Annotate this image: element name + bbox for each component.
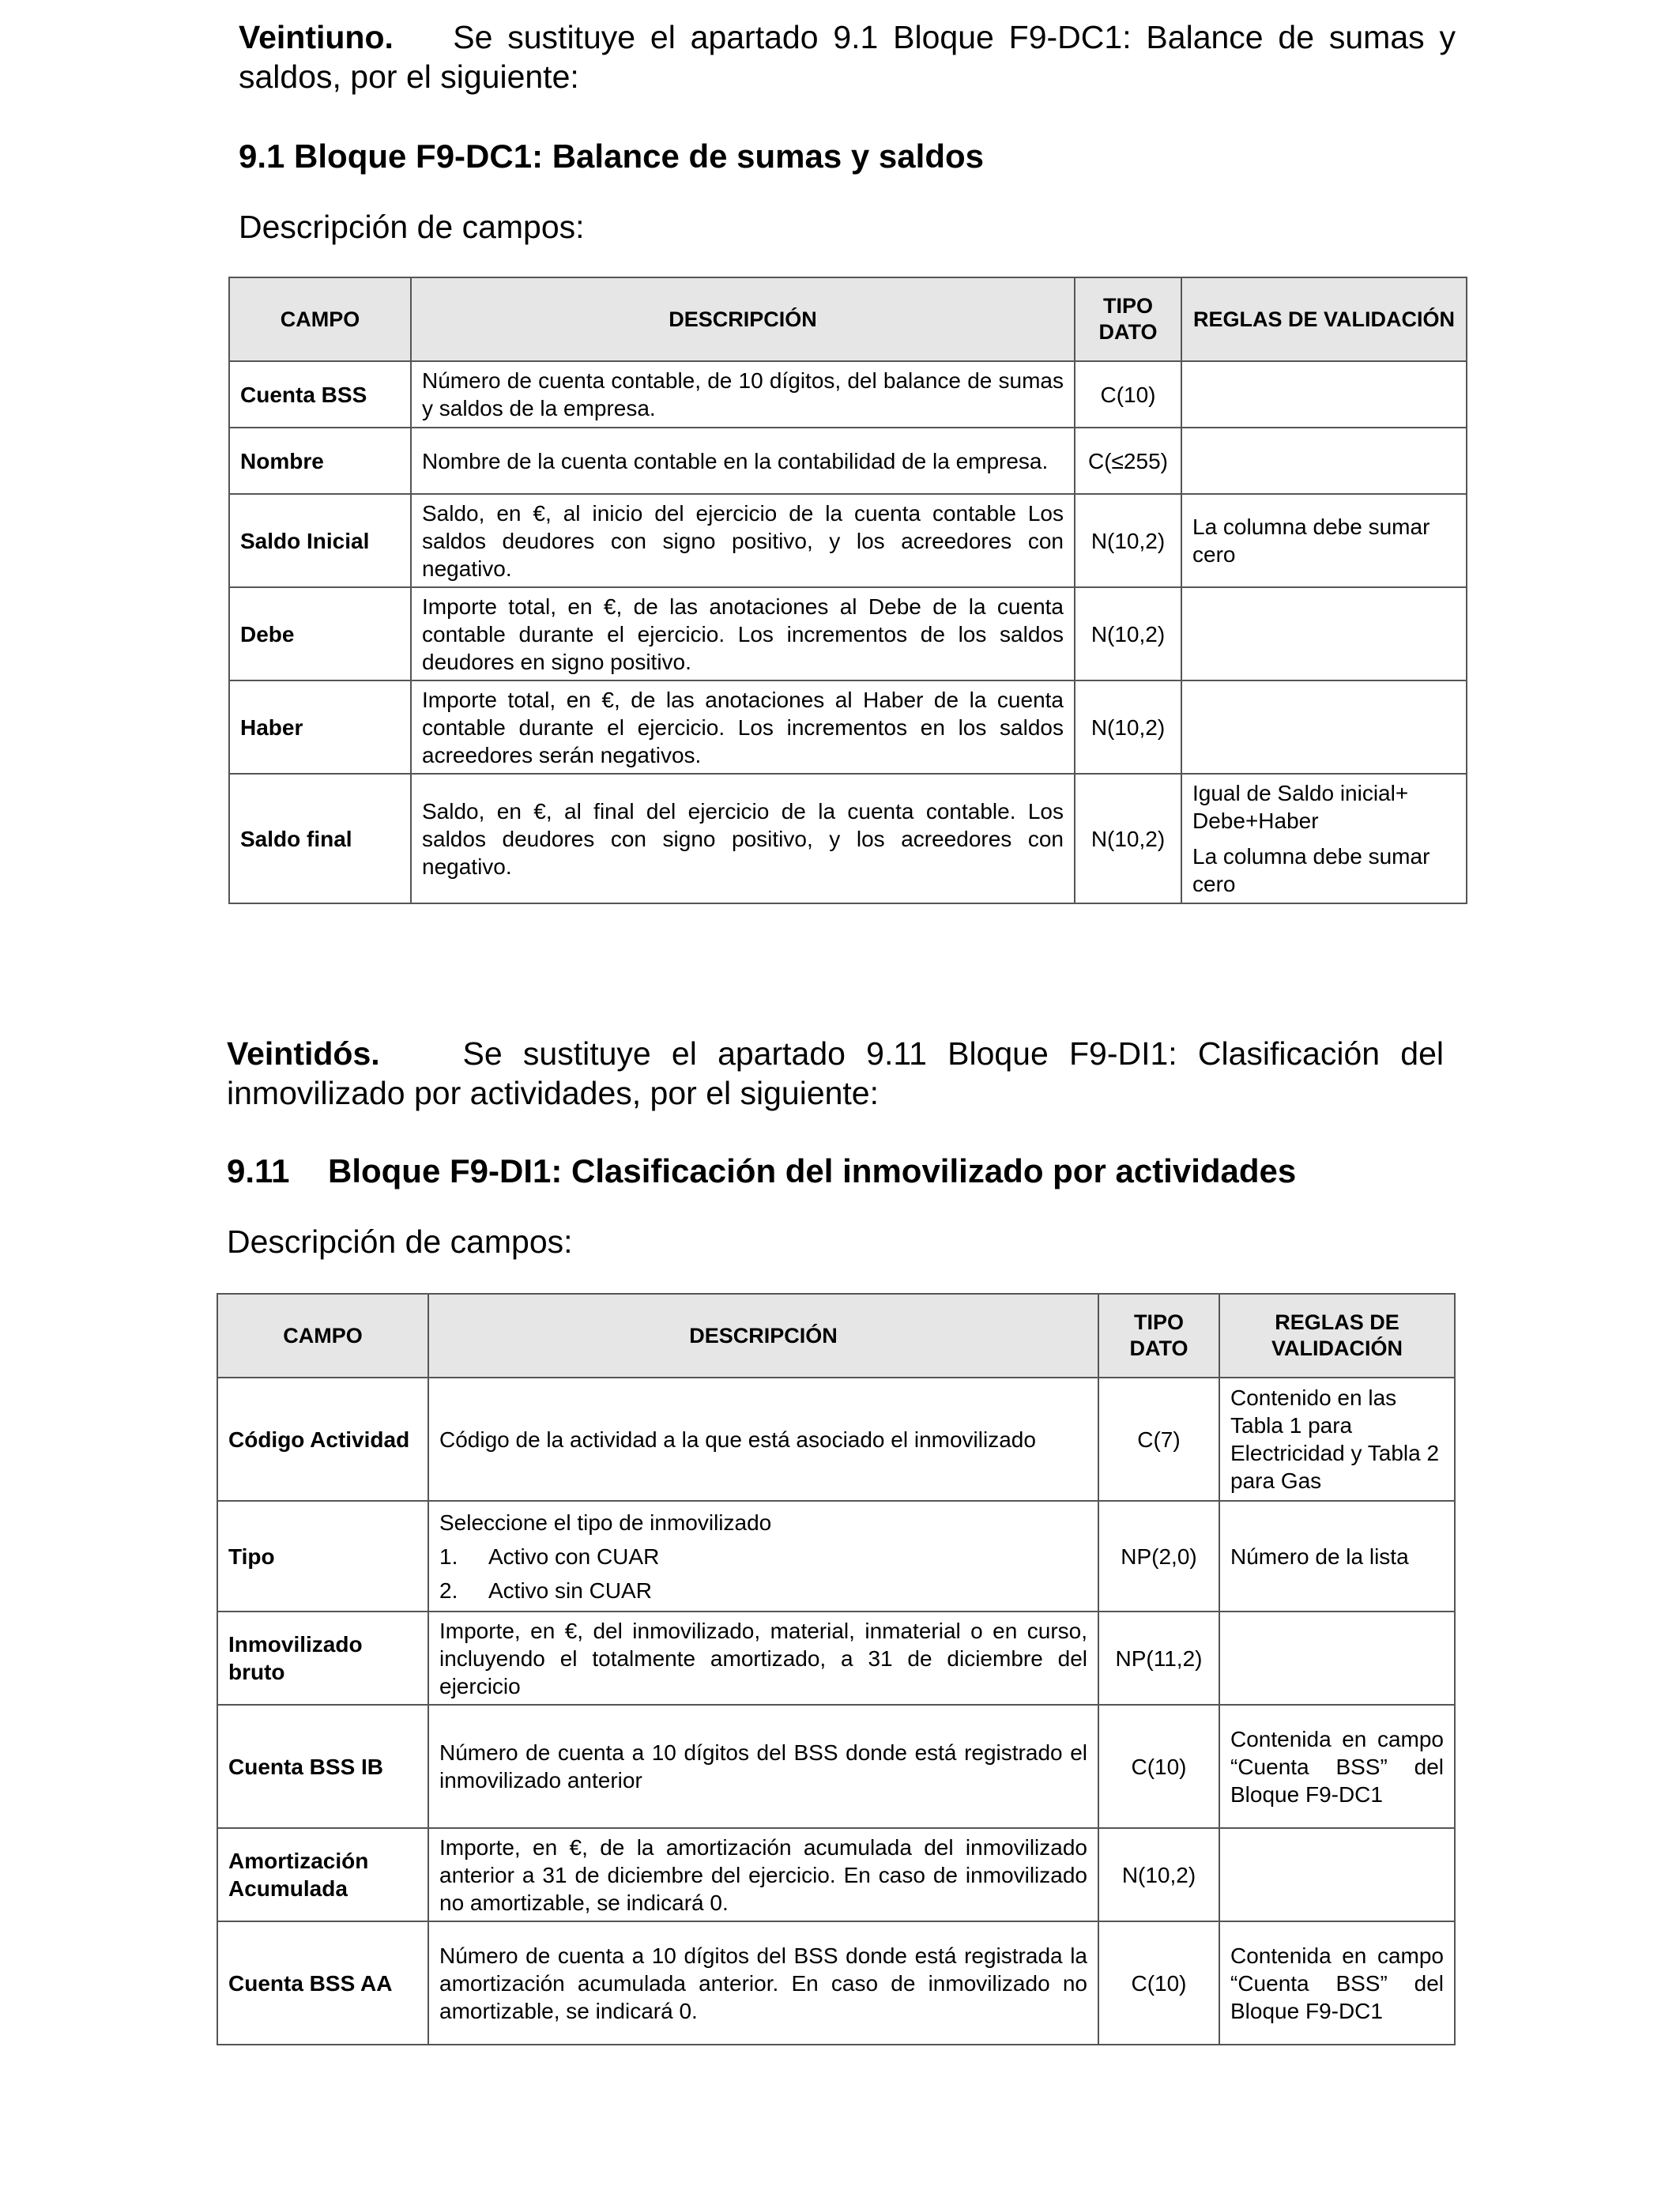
- cell-descripcion: [428, 1501, 1098, 1612]
- cell-campo: Cuenta BSS: [229, 361, 411, 428]
- cell-tipo-dato: C(7): [1098, 1378, 1219, 1501]
- cell-descripcion: Saldo, en €, al inicio del ejercicio de la cuenta contable Los saldos deudores con signo positivo, y los acreedores con negativo.: [411, 494, 1075, 587]
- cell-tipo-dato: N(10,2): [1075, 680, 1181, 774]
- column-header-descripcion: DESCRIPCIÓN: [411, 277, 1075, 361]
- table-row: [229, 587, 1467, 680]
- section2-intro: [227, 1034, 1444, 1113]
- cell-tipo-dato: NP(11,2): [1098, 1612, 1219, 1705]
- cell-campo: Tipo: [217, 1501, 428, 1612]
- section1-heading: 9.1 Bloque F9-DC1: Balance de sumas y saldos: [239, 138, 984, 175]
- table-row: [229, 680, 1467, 774]
- option-number: 1.: [439, 1544, 458, 1569]
- table-row: [229, 774, 1467, 903]
- cell-tipo-dato: C(≤255): [1075, 428, 1181, 494]
- column-header-campo: CAMPO: [217, 1294, 428, 1378]
- cell-reglas: [1181, 494, 1467, 587]
- validation-rule: La columna debe sumar cero: [1192, 515, 1430, 567]
- cell-reglas: Número de la lista: [1219, 1501, 1455, 1612]
- cell-tipo-dato: NP(2,0): [1098, 1501, 1219, 1612]
- cell-descripcion: Código de la actividad a la que está asociado el inmovilizado: [428, 1378, 1098, 1501]
- cell-descripcion: Importe, en €, del inmovilizado, material, inmaterial o en curso, incluyendo el totalmente amortizado, a 31 de diciembre del ejercicio: [428, 1612, 1098, 1705]
- cell-descripcion: Nombre de la cuenta contable en la contabilidad de la empresa.: [411, 428, 1075, 494]
- section2-intro-bold: Veintidós.: [227, 1035, 380, 1072]
- cell-descripcion: Importe total, en €, de las anotaciones al Debe de la cuenta contable durante el ejercicio. Los incrementos de los saldos deudores en signo positivo.: [411, 587, 1075, 680]
- cell-campo: Inmovilizado bruto: [217, 1612, 428, 1705]
- validation-rule: La columna debe sumar cero: [1192, 844, 1430, 896]
- table-row: [217, 1612, 1455, 1705]
- option-list-item: [439, 1577, 1087, 1604]
- cell-campo: Nombre: [229, 428, 411, 494]
- column-header-tipo-dato: TIPO DATO: [1075, 277, 1181, 361]
- cell-descripcion: Número de cuenta contable, de 10 dígitos, del balance de sumas y saldos de la empresa.: [411, 361, 1075, 428]
- cell-reglas: [1181, 428, 1467, 494]
- table-header-row: [217, 1294, 1455, 1378]
- cell-reglas: [1181, 587, 1467, 680]
- cell-reglas: [1219, 1828, 1455, 1921]
- section1-subheading: Descripción de campos:: [239, 209, 585, 245]
- cell-tipo-dato: N(10,2): [1098, 1828, 1219, 1921]
- cell-reglas: [1219, 1612, 1455, 1705]
- cell-campo: Saldo Inicial: [229, 494, 411, 587]
- cell-campo: Cuenta BSS AA: [217, 1921, 428, 2045]
- option-text: Activo con CUAR: [488, 1544, 660, 1569]
- cell-descripcion: Saldo, en €, al final del ejercicio de la cuenta contable. Los saldos deudores con signo positivo, y los acreedores con negativo.: [411, 774, 1075, 903]
- cell-campo: Amortización Acumulada: [217, 1828, 428, 1921]
- section2-heading: [227, 1151, 1296, 1192]
- section1-intro-bold: Veintiuno.: [239, 19, 394, 55]
- table-row: [229, 428, 1467, 494]
- cell-descripcion: Importe total, en €, de las anotaciones al Haber de la cuenta contable durante el ejercicio. Los incrementos en los saldos acreedores serán negativos.: [411, 680, 1075, 774]
- cell-reglas: Contenida en campo “Cuenta BSS” del Bloque F9-DC1: [1219, 1921, 1455, 2045]
- table-row: [217, 1921, 1455, 2045]
- column-header-descripcion: DESCRIPCIÓN: [428, 1294, 1098, 1378]
- section2-subheading: Descripción de campos:: [227, 1223, 573, 1260]
- section2-fields-table: [217, 1293, 1456, 2045]
- cell-reglas: [1181, 680, 1467, 774]
- section1-intro-text: Se sustituye el apartado 9.1 Bloque F9-DC1: Balance de sumas y saldos, por el siguiente:: [239, 19, 1456, 95]
- cell-tipo-dato: N(10,2): [1075, 774, 1181, 903]
- cell-tipo-dato: C(10): [1075, 361, 1181, 428]
- cell-campo: Saldo final: [229, 774, 411, 903]
- cell-reglas: [1181, 361, 1467, 428]
- cell-campo: Cuenta BSS IB: [217, 1705, 428, 1828]
- table-row: [229, 494, 1467, 587]
- cell-reglas: Contenida en campo “Cuenta BSS” del Bloque F9-DC1: [1219, 1705, 1455, 1828]
- table-row: [217, 1378, 1455, 1501]
- cell-descripcion: Número de cuenta a 10 dígitos del BSS donde está registrada la amortización acumulada anterior. En caso de inmovilizado no amortizable, se indicará 0.: [428, 1921, 1098, 2045]
- column-header-campo: CAMPO: [229, 277, 411, 361]
- option-list-item: [439, 1543, 1087, 1570]
- table-row: [217, 1828, 1455, 1921]
- cell-reglas: [1181, 774, 1467, 903]
- section2-heading-number: 9.11: [227, 1152, 290, 1189]
- table-row: [229, 361, 1467, 428]
- cell-tipo-dato: C(10): [1098, 1705, 1219, 1828]
- cell-tipo-dato: N(10,2): [1075, 587, 1181, 680]
- column-header-tipo-dato: TIPO DATO: [1098, 1294, 1219, 1378]
- cell-campo: Debe: [229, 587, 411, 680]
- cell-descripcion: Importe, en €, de la amortización acumulada del inmovilizado anterior a 31 de diciembre del ejercicio. En caso de inmovilizado no amortizable, se indicará 0.: [428, 1828, 1098, 1921]
- table-row: [217, 1705, 1455, 1828]
- section2-heading-text: Bloque F9-DI1: Clasificación del inmovilizado por actividades: [328, 1152, 1297, 1189]
- cell-campo: Haber: [229, 680, 411, 774]
- column-header-reglas: REGLAS DE VALIDACIÓN: [1219, 1294, 1455, 1378]
- section1-fields-table: [228, 277, 1467, 904]
- cell-tipo-dato: N(10,2): [1075, 494, 1181, 587]
- section2-intro-text: Se sustituye el apartado 9.11 Bloque F9-DI1: Clasificación del inmovilizado por actividades, por el siguiente:: [227, 1035, 1444, 1111]
- section1-intro: [239, 17, 1456, 96]
- table-header-row: [229, 277, 1467, 361]
- validation-rule: Igual de Saldo inicial+ Debe+Haber: [1192, 781, 1409, 833]
- option-list-intro: Seleccione el tipo de inmovilizado: [439, 1510, 772, 1535]
- column-header-reglas: REGLAS DE VALIDACIÓN: [1181, 277, 1467, 361]
- cell-descripcion: Número de cuenta a 10 dígitos del BSS donde está registrado el inmovilizado anterior: [428, 1705, 1098, 1828]
- cell-tipo-dato: C(10): [1098, 1921, 1219, 2045]
- table-row: [217, 1501, 1455, 1612]
- cell-campo: Código Actividad: [217, 1378, 428, 1501]
- option-number: 2.: [439, 1578, 458, 1603]
- option-text: Activo sin CUAR: [488, 1578, 652, 1603]
- cell-reglas: Contenido en las Tabla 1 para Electricidad y Tabla 2 para Gas: [1219, 1378, 1455, 1501]
